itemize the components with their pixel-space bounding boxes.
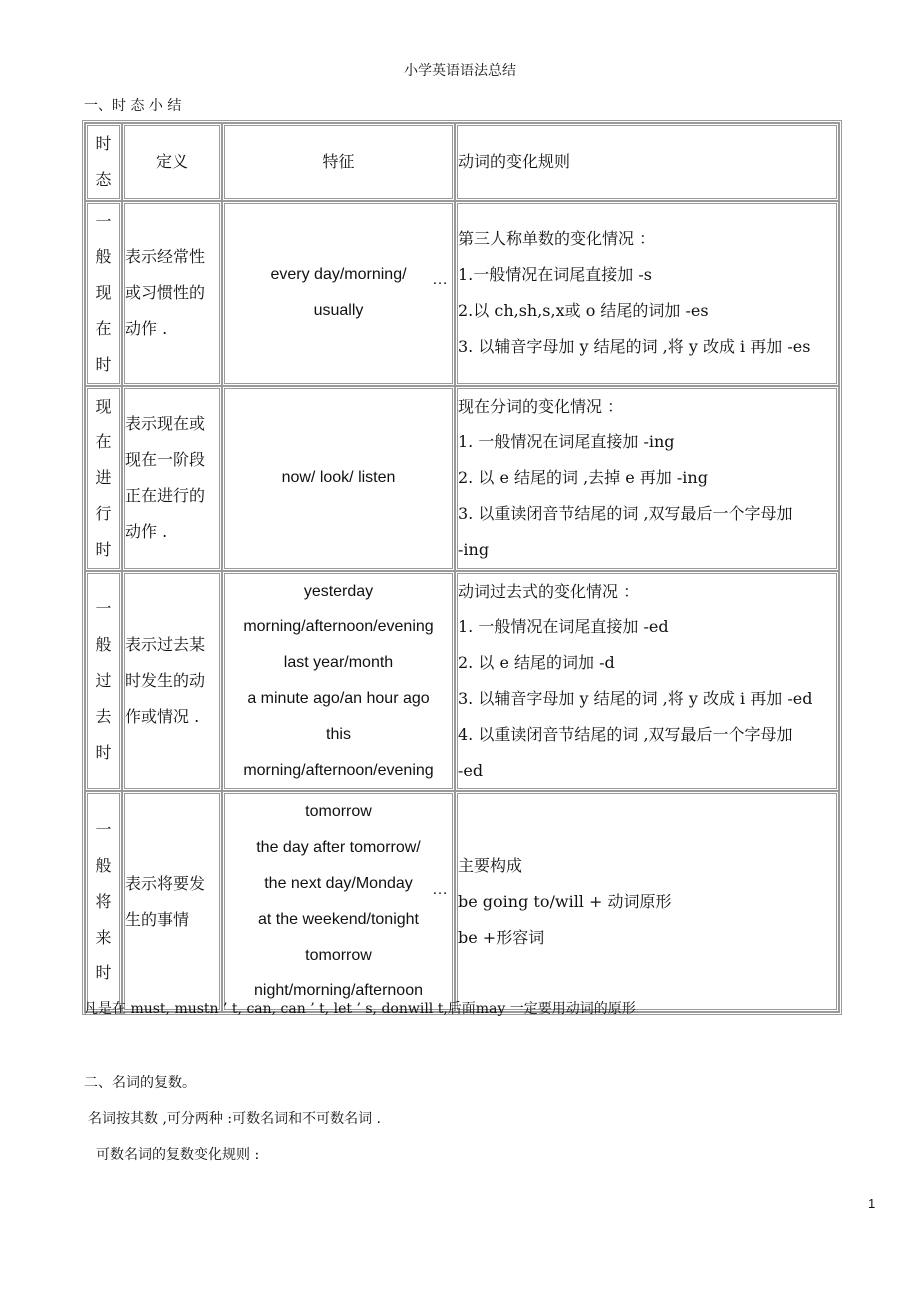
tense-cell — [85, 791, 122, 1012]
tense-cell — [85, 386, 122, 571]
definition-cell — [122, 791, 222, 1012]
cell-line: 动作 . — [125, 318, 168, 338]
cell-line: 现 — [95, 283, 112, 303]
header-features-text: 特征 — [322, 151, 355, 171]
cell-line: 现在分词的变化情况 ： — [458, 396, 624, 416]
cell-line: 作或情况 . — [125, 706, 200, 726]
cell-line: -ed — [458, 760, 484, 780]
cell-line: 第三人称单数的变化情况 ： — [458, 229, 656, 249]
rules-cell — [455, 571, 839, 792]
cell-line: 般 — [95, 635, 112, 655]
header-definition — [122, 123, 222, 201]
header-definition-text: 定义 — [155, 151, 188, 171]
cell-line: 一 — [95, 599, 112, 619]
cell-line: 去 — [95, 706, 112, 726]
cell-line: 主要构成 — [458, 856, 523, 876]
cell-line: -ing — [458, 539, 490, 559]
cell-line: 现 — [95, 396, 112, 416]
cell-line: now/ look/ listen — [281, 469, 396, 487]
cell-line: be +形容词 — [458, 927, 545, 947]
cell-line: 来 — [95, 927, 112, 947]
rules-cell — [455, 201, 839, 386]
cell-line: 动作 . — [125, 521, 168, 541]
cell-line: 动词过去式的变化情况 ： — [458, 581, 640, 601]
cell-line: morning/afternoon/evening — [243, 618, 434, 636]
table-row — [85, 791, 839, 1012]
cell-line: 过 — [95, 671, 112, 691]
cell-line: 3. 以重读闭音节结尾的词 ,双写最后一个字母加 — [458, 503, 793, 523]
cell-line: 生的事情 — [125, 909, 190, 929]
cell-line: 时发生的动 — [125, 671, 206, 691]
cell-line: 表示经常性 — [125, 247, 206, 267]
cell-line: 进 — [95, 468, 112, 488]
features-cell — [222, 791, 455, 1012]
cell-line: tomorrow — [305, 803, 372, 821]
cell-line: 3. 以辅音字母加 y 结尾的词 ,将 y 改成 i 再加 -es — [458, 336, 811, 356]
definition-cell — [122, 571, 222, 792]
cell-line: 1.一般情况在词尾直接加 -s — [458, 265, 652, 285]
modal-verb-note: 凡是在 must, mustn ’ t, can, can ’ t, let ’ s, donwill t,后面may 一定要用动词的原形 — [84, 1001, 636, 1017]
cell-line: this — [326, 725, 351, 743]
rules-cell — [455, 791, 839, 1012]
cell-line: 表示将要发 — [125, 873, 206, 893]
table-header-row — [85, 123, 839, 201]
cell-line: 1. 一般情况在词尾直接加 -ed — [458, 617, 669, 637]
header-tense — [85, 123, 122, 201]
cell-line: 2.以 ch,sh,s,x或 o 结尾的词加 -es — [458, 301, 709, 321]
cell-line: 行 — [95, 503, 112, 523]
cell-line: 在 — [95, 318, 112, 338]
cell-line: 表示过去某 — [125, 635, 206, 655]
cell-line: 时 — [95, 539, 112, 559]
cell-line: the day after tomorrow/ — [256, 839, 421, 857]
definition-cell — [122, 201, 222, 386]
features-cell — [222, 571, 455, 792]
cell-line: yesterday — [303, 582, 374, 600]
cell-line: 2. 以 e 结尾的词 ,去掉 e 再加 -ing — [458, 468, 708, 488]
cell-line: 或习惯性的 — [125, 283, 206, 303]
cell-line: last year/month — [283, 654, 394, 672]
cell-line: the next day/Monday — [264, 874, 413, 892]
cell-line: 现在一阶段 — [125, 450, 206, 470]
cell-line: 时 — [95, 134, 112, 153]
tense-cell — [85, 571, 122, 792]
cell-line: night/morning/afternoon — [254, 982, 423, 1000]
document-title: 小学英语语法总结 — [404, 63, 516, 79]
page-number: 1 — [868, 1196, 876, 1211]
cell-line: 3. 以辅音字母加 y 结尾的词 ,将 y 改成 i 再加 -ed — [458, 688, 813, 708]
cell-line: 1. 一般情况在词尾直接加 -ing — [458, 432, 675, 452]
tense-cell — [85, 201, 122, 386]
cell-line: 一 — [95, 820, 112, 840]
header-features — [222, 123, 455, 201]
rules-cell — [455, 386, 839, 571]
tense-summary-table — [82, 120, 842, 1015]
table-row — [85, 386, 839, 571]
cell-line: 在 — [95, 432, 112, 452]
table-row — [85, 201, 839, 386]
cell-line: 一 — [95, 211, 112, 231]
cell-line: 态 — [95, 169, 112, 189]
cell-line: tomorrow — [305, 946, 372, 964]
table-row — [85, 571, 839, 792]
cell-line: be going to/will + 动词原形 — [458, 891, 672, 911]
cell-line: 2. 以 e 结尾的词加 -d — [458, 653, 615, 673]
section-heading-plural-nouns: 二、名词的复数。 — [84, 1075, 196, 1091]
cell-line: 般 — [95, 247, 112, 267]
cell-line: 正在进行的 — [125, 486, 206, 506]
header-rules — [455, 123, 839, 201]
ellipsis-mark: … — [432, 881, 448, 899]
cell-line: at the weekend/tonight — [257, 910, 419, 928]
section-heading-tense: 一、时 态 小 结 — [84, 98, 182, 114]
cell-line: morning/afternoon/evening — [243, 761, 434, 779]
header-rules-text: 动词的变化规则 — [458, 151, 571, 171]
cell-line: usually — [313, 302, 364, 320]
definition-cell — [122, 386, 222, 571]
cell-line: a minute ago/an hour ago — [247, 689, 430, 707]
features-cell — [222, 386, 455, 571]
ellipsis-mark: … — [432, 270, 448, 288]
features-cell — [222, 201, 455, 386]
cell-line: 4. 以重读闭音节结尾的词 ,双写最后一个字母加 — [458, 724, 793, 744]
cell-line: 时 — [95, 742, 112, 762]
cell-line: 时 — [95, 963, 112, 983]
cell-line: 时 — [95, 354, 112, 374]
paragraph-noun-types: 名词按其数 ,可分两种 :可数名词和不可数名词 . — [88, 1111, 381, 1127]
cell-line: 将 — [95, 891, 112, 911]
cell-line: 般 — [95, 856, 112, 876]
paragraph-plural-rules: 可数名词的复数变化规则 : — [96, 1147, 260, 1163]
cell-line: 表示现在或 — [125, 414, 206, 434]
cell-line: every day/morning/ — [270, 266, 407, 284]
